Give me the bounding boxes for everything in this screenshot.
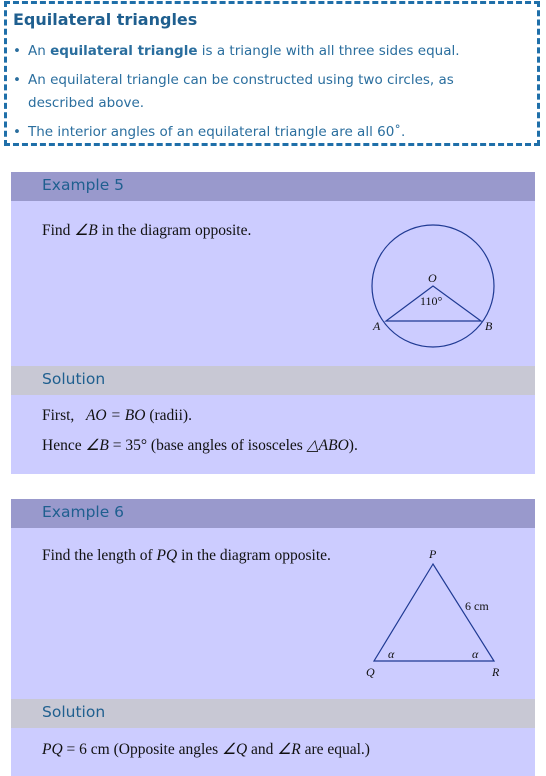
alpha-right: α (472, 647, 479, 661)
bullet-icon: • (13, 72, 21, 88)
example-5-title: Example 5 (42, 176, 125, 194)
solution-line: PQ = 6 cm (Opposite angles ∠Q and ∠R are equal.) (42, 741, 370, 758)
solution-line-2: Hence ∠B = 35° (base angles of isosceles △ABO). (42, 437, 358, 454)
key-points-title: Equilateral triangles (13, 10, 198, 29)
key-points-box: Equilateral triangles • An equilateral triangle is a triangle with all three sides equal. • An equilateral triangle can be constructed using two circles, as described above. • The interior angles of an equilateral triangle are all 60˚. (4, 1, 540, 146)
label-o: O (428, 271, 437, 285)
triangle-diagram (11, 499, 535, 699)
example-6-question: Find the length of PQ in the diagram opposite. (42, 547, 331, 564)
label-p: P (429, 547, 437, 561)
example-6-title: Example 6 (42, 503, 125, 521)
label-b: B (485, 319, 493, 333)
bold-term: equilateral triangle (50, 43, 198, 59)
example-5-solution-header (11, 366, 535, 395)
bullet-icon: • (13, 124, 21, 140)
label-r: R (492, 665, 500, 679)
example-5-question: Find ∠B in the diagram opposite. (42, 222, 252, 239)
label-a: A (373, 319, 381, 333)
solution-line-1: First, AO = BO (radii). (42, 407, 192, 424)
example-6-panel (11, 499, 535, 776)
alpha-left: α (388, 647, 395, 661)
example-6-solution-header (11, 699, 535, 728)
side-label: 6 cm (465, 599, 489, 613)
angle-label: 110° (420, 294, 443, 308)
solution-title: Solution (42, 703, 106, 721)
example-5-panel (11, 172, 535, 474)
solution-title: Solution (42, 370, 106, 388)
circle-diagram (11, 172, 535, 372)
label-q: Q (366, 665, 375, 679)
bullet-icon: • (13, 43, 21, 59)
